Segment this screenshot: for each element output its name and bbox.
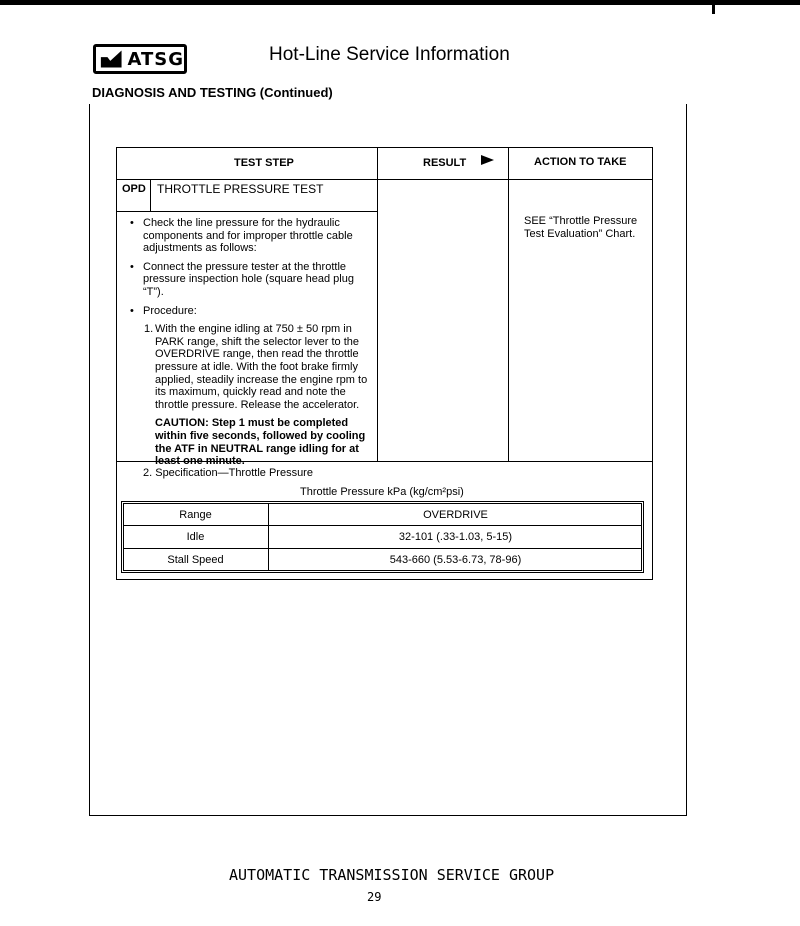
- procedure-step-text: With the engine idling at 750 ± 50 rpm in PARK range, shift the selector lever to the OVERDRIVE range, then read the throttle pressure at idle. With the foot brake firmly applied, steadily increase the engine rpm to its maximum, quickly read and note the throttle pressure. Release the accelerator.: [155, 323, 368, 411]
- procedure-steps: [130, 217, 370, 468]
- spec-label: 2. Specification—Throttle Pressure: [143, 467, 313, 479]
- step-title: THROTTLE PRESSURE TEST: [157, 182, 324, 196]
- step-code: OPD: [122, 183, 146, 195]
- atsg-logo: [93, 44, 187, 74]
- top-border-tick: [712, 0, 715, 14]
- spec-header-overdrive: OVERDRIVE: [423, 509, 488, 521]
- spec-cell-range: Idle: [186, 531, 205, 543]
- section-title: DIAGNOSIS AND TESTING (Continued): [92, 85, 333, 100]
- spec-row-rule: [123, 548, 642, 549]
- spec-cell-value: 32-101 (.33-1.03, 5-15): [398, 531, 513, 543]
- top-border-line: [0, 0, 800, 5]
- procedure-step-number: 1.: [144, 323, 154, 336]
- spec-cell-range: Stall Speed: [167, 554, 224, 566]
- col-header-test-step: TEST STEP: [234, 157, 294, 169]
- caution-note: CAUTION: Step 1 must be completed within five seconds, followed by cooling the ATF in NEUTRAL range idling for at least one minute.: [155, 417, 366, 468]
- bullet-item: • Procedure:: [130, 305, 370, 318]
- step-title-bottom-rule: [116, 211, 378, 212]
- content-frame-left-edge: [89, 104, 90, 816]
- page-header-title: Hot-Line Service Information: [269, 44, 510, 65]
- footer-org: AUTOMATIC TRANSMISSION SERVICE GROUP: [229, 866, 555, 884]
- col-header-action: ACTION TO TAKE: [534, 156, 627, 168]
- spec-row-rule: [123, 525, 642, 526]
- logo-text: ATSG: [127, 48, 184, 70]
- action-column-rule: [508, 147, 509, 461]
- spec-subtitle: Throttle Pressure kPa (kg/cm²psi): [300, 486, 464, 498]
- spec-header-range: Range: [179, 509, 212, 521]
- col-header-result: RESULT: [423, 157, 467, 169]
- procedure-step-1: [130, 323, 370, 411]
- page-number: 29: [367, 890, 382, 904]
- spec-cell-value: 543-660 (5.53-6.73, 78-96): [389, 554, 522, 566]
- bullet-item: • Connect the pressure tester at the throttle pressure inspection hole (square head plug “T”).: [130, 261, 370, 299]
- opd-cell-rule: [150, 179, 151, 211]
- action-to-take-text: SEE “Throttle Pressure Test Evaluation” Chart.: [524, 215, 638, 240]
- atsg-logo-mark-icon: [99, 48, 123, 70]
- result-column-rule: [377, 147, 378, 461]
- table-header-rule: [116, 179, 653, 180]
- result-arrow-icon: [481, 155, 494, 165]
- bullet-item: • Check the line pressure for the hydraulic components and for improper throttle cable adjustments as follows:: [130, 217, 370, 255]
